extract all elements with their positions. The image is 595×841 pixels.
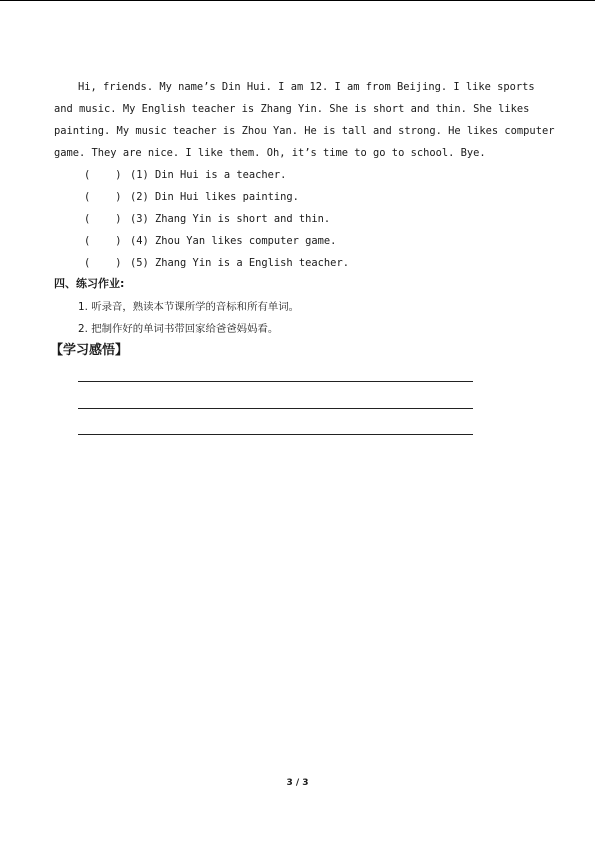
true-false-questions (84, 164, 349, 274)
passage-line: and music. My English teacher is Zhang Yin. She is short and thin. She likes (54, 103, 530, 115)
page-number: 3 / 3 (286, 778, 309, 788)
question-text: (3) Zhang Yin is short and thin. (130, 213, 331, 225)
answer-blank[interactable]: ( ) (84, 257, 122, 269)
answer-blank[interactable]: ( ) (84, 235, 122, 247)
question-text: (5) Zhang Yin is a English teacher. (130, 257, 349, 269)
top-border-rule (0, 0, 595, 1)
reflection-title: 【学习感悟】 (50, 343, 129, 358)
passage-line: painting. My music teacher is Zhou Yan. He is tall and strong. He likes computer (54, 125, 555, 137)
question-item (84, 164, 349, 186)
answer-blank[interactable]: ( ) (84, 169, 122, 181)
homework-item: 2. 把制作好的单词书带回家给爸爸妈妈看。 (78, 323, 279, 335)
question-item (84, 230, 349, 252)
question-item (84, 186, 349, 208)
homework-section-title: 四、练习作业: (54, 277, 125, 290)
passage-line: game. They are nice. I like them. Oh, it’s time to go to school. Bye. (54, 147, 486, 159)
reading-passage (54, 76, 555, 164)
homework-item: 1. 听录音，熟读本节课所学的音标和所有单词。 (78, 301, 300, 313)
reflection-write-line[interactable] (78, 408, 473, 409)
reflection-write-line[interactable] (78, 381, 473, 382)
question-text: (1) Din Hui is a teacher. (130, 169, 287, 181)
answer-blank[interactable]: ( ) (84, 191, 122, 203)
question-text: (2) Din Hui likes painting. (130, 191, 299, 203)
question-text: (4) Zhou Yan likes computer game. (130, 235, 337, 247)
passage-line: Hi, friends. My name’s Din Hui. I am 12. I am from Beijing. I like sports (78, 81, 535, 93)
homework-list (78, 298, 299, 342)
question-item (84, 208, 349, 230)
reflection-write-line[interactable] (78, 434, 473, 435)
answer-blank[interactable]: ( ) (84, 213, 122, 225)
question-item (84, 252, 349, 274)
